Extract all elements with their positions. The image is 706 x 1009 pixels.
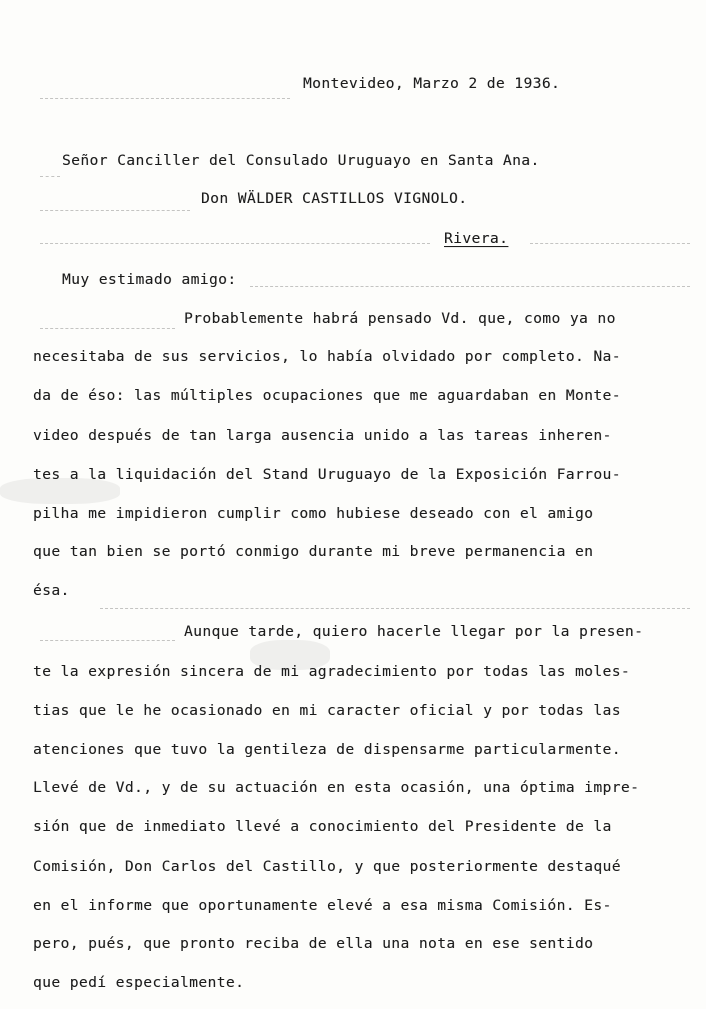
salutation: Muy estimado amigo: (62, 271, 237, 288)
body-line: pilha me impidieron cumplir como hubiese deseado con el amigo (33, 505, 594, 522)
recipient-city: Rivera. (444, 230, 509, 247)
body-line: Aunque tarde, quiero hacerle llegar por la presen- (184, 623, 644, 640)
body-line: Llevé de Vd., y de su actuación en esta ocasión, una óptima impre- (33, 779, 640, 796)
body-line: da de éso: las múltiples ocupaciones que me aguardaban en Monte- (33, 387, 621, 404)
paper-rule (40, 98, 290, 100)
body-line: en el informe que oportunamente elevé a esa misma Comisión. Es- (33, 897, 612, 914)
paper-rule (100, 608, 690, 610)
paper-rule (40, 640, 175, 642)
recipient-name: Don WÄLDER CASTILLOS VIGNOLO. (201, 190, 468, 207)
body-line: video después de tan larga ausencia unido a las tareas inheren- (33, 427, 612, 444)
paper-rule (40, 210, 190, 212)
paper-rule (530, 243, 690, 245)
body-line: necesitaba de sus servicios, lo había olvidado por completo. Na- (33, 348, 621, 365)
body-line: que tan bien se portó conmigo durante mi breve permanencia en (33, 543, 594, 560)
body-line: pero, pués, que pronto reciba de ella una nota en ese sentido (33, 935, 594, 952)
body-line: ésa. (33, 582, 70, 599)
body-line: que pedí especialmente. (33, 974, 245, 991)
body-line: tes a la liquidación del Stand Uruguayo de la Exposición Farrou- (33, 466, 621, 483)
body-line: Probablemente habrá pensado Vd. que, como ya no (184, 310, 616, 327)
body-line: tias que le he ocasionado en mi caracter oficial y por todas las (33, 702, 621, 719)
paper-rule (40, 243, 430, 245)
dateline: Montevideo, Marzo 2 de 1936. (303, 75, 561, 92)
body-line: atenciones que tuvo la gentileza de dispensarme particularmente. (33, 741, 621, 758)
paper-rule (40, 328, 175, 330)
body-line: sión que de inmediato llevé a conocimiento del Presidente de la (33, 818, 612, 835)
paper-rule (250, 286, 690, 288)
body-line: te la expresión sincera de mi agradecimiento por todas las moles- (33, 663, 631, 680)
paper-rule (40, 176, 60, 178)
body-line: Comisión, Don Carlos del Castillo, y que posteriormente destaqué (33, 858, 621, 875)
recipient-title: Señor Canciller del Consulado Uruguayo en Santa Ana. (62, 152, 540, 169)
